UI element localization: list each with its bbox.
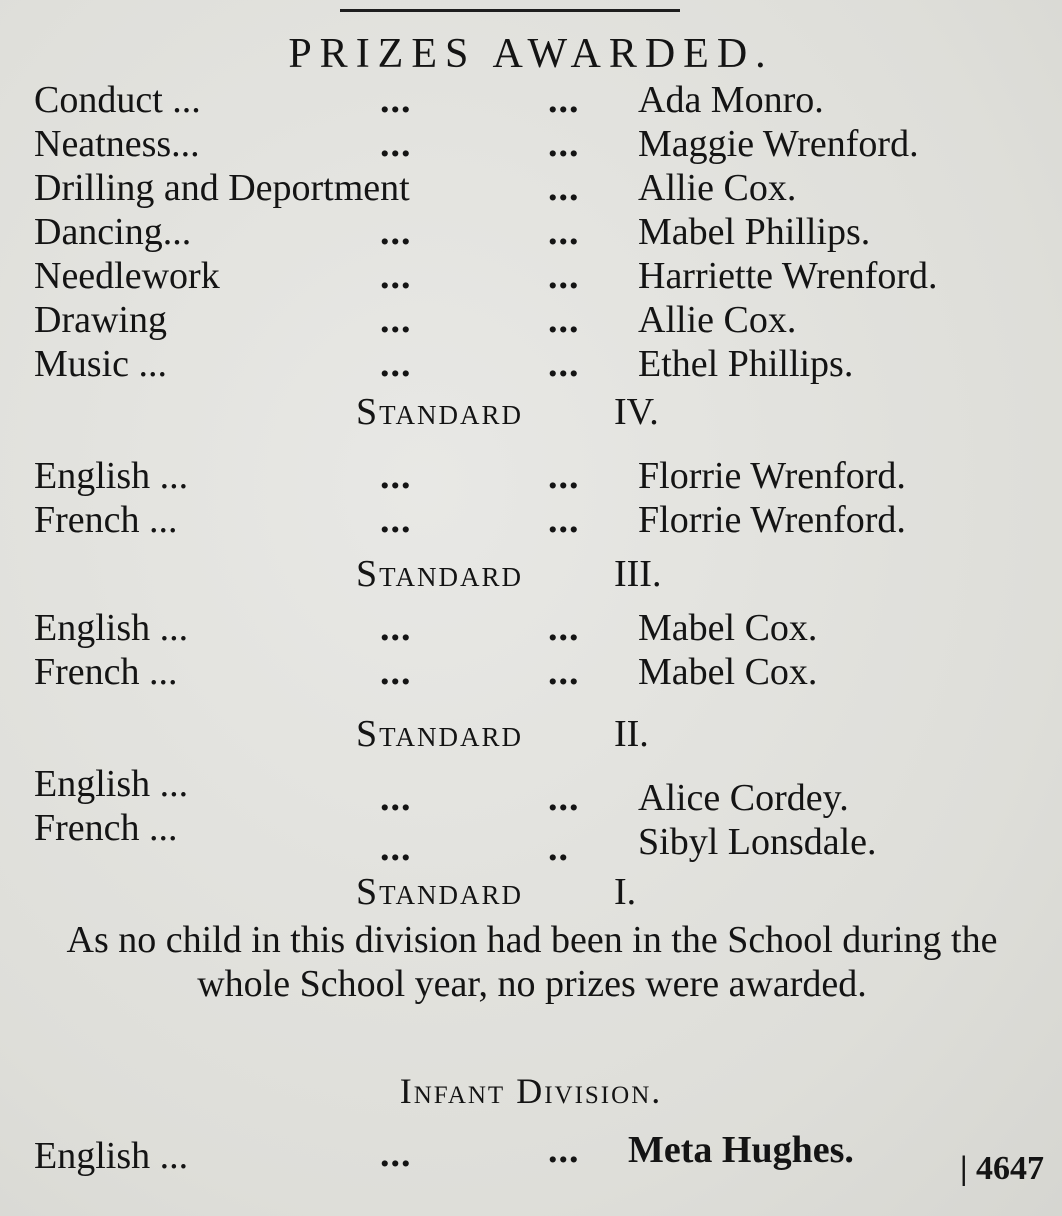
leader-dots: ... (548, 79, 580, 121)
prize-subject: French ... (34, 807, 178, 849)
leader-dots: ... (548, 211, 580, 253)
prize-row (0, 342, 1062, 386)
prize-row (0, 806, 1062, 869)
standard-i-heading (0, 870, 1062, 914)
leader-dots: ... (380, 211, 412, 253)
leader-dots: ... (380, 255, 412, 297)
leader-dots: ... (380, 827, 412, 869)
leader-dots: ... (380, 777, 412, 819)
prize-subject: English ... (34, 455, 189, 497)
prize-subject: Drilling and Deportment (34, 167, 410, 209)
prize-row (0, 606, 1062, 650)
prize-row (0, 254, 1062, 298)
leader-dots: ... (548, 777, 580, 819)
prize-winner: Florrie Wrenford. (638, 499, 906, 541)
leader-dots: ... (380, 499, 412, 541)
prize-winner: Ethel Phillips. (638, 343, 854, 385)
standard-number: I. (614, 871, 637, 913)
prize-subject: Neatness... (34, 123, 200, 165)
prize-row (0, 210, 1062, 254)
infant-division-heading: Infant Division. (399, 1071, 663, 1111)
leader-dots: ... (548, 123, 580, 165)
page-title: PRIZES AWARDED. (288, 31, 774, 77)
prize-row (0, 122, 1062, 166)
prize-winner: Sibyl Lonsdale. (638, 821, 877, 863)
page-number: | 4647 (960, 1150, 1044, 1187)
prize-row (0, 166, 1062, 210)
standard-number: II. (614, 713, 649, 755)
leader-dots: ... (548, 299, 580, 341)
leader-dots: ... (548, 499, 580, 541)
prize-winner: Maggie Wrenford. (638, 123, 919, 165)
prize-subject: French ... (34, 651, 178, 693)
prize-winner: Mabel Cox. (638, 607, 818, 649)
prize-winner: Harriette Wrenford. (638, 255, 938, 297)
leader-dots: .. (548, 827, 569, 869)
standard-i-note: As no child in this division had been in the School during the whole School year, no prizes were awarded. (66, 919, 998, 1005)
leader-dots: ... (380, 123, 412, 165)
leader-dots: ... (548, 343, 580, 385)
prize-winner: Allie Cox. (638, 167, 797, 209)
leader-dots: ... (380, 79, 412, 121)
prize-subject: Conduct ... (34, 79, 201, 121)
standard-number: IV. (614, 391, 659, 433)
prize-winner: Ada Monro. (638, 79, 824, 121)
prize-row (0, 762, 1062, 819)
leader-dots: ... (548, 1129, 580, 1171)
prize-winner: Meta Hughes. (628, 1129, 854, 1171)
prize-row (0, 298, 1062, 342)
standard-iii-heading (0, 552, 1062, 596)
standard-ii-heading (0, 712, 1062, 756)
prize-winner: Mabel Cox. (638, 651, 818, 693)
prize-row (0, 454, 1062, 498)
prize-subject: French ... (34, 499, 178, 541)
standard-label: Standard (356, 871, 523, 913)
standard-number: III. (614, 553, 662, 595)
prize-subject: English ... (34, 763, 189, 805)
leader-dots: ... (380, 651, 412, 693)
top-rule (340, 9, 680, 12)
standard-label: Standard (356, 553, 523, 595)
leader-dots: ... (548, 167, 580, 209)
standard-iv-heading (0, 390, 1062, 434)
prize-subject: English ... (34, 1135, 189, 1177)
leader-dots: ... (380, 607, 412, 649)
prize-subject: Drawing (34, 299, 167, 341)
prize-subject: English ... (34, 607, 189, 649)
prize-winner: Mabel Phillips. (638, 211, 871, 253)
prize-winner: Florrie Wrenford. (638, 455, 906, 497)
standard-label: Standard (356, 713, 523, 755)
prize-subject: Needlework (34, 255, 220, 297)
leader-dots: ... (548, 607, 580, 649)
leader-dots: ... (548, 455, 580, 497)
leader-dots: ... (380, 1133, 412, 1175)
prize-row (0, 78, 1062, 122)
leader-dots: ... (380, 343, 412, 385)
prize-subject: Dancing... (34, 211, 192, 253)
prize-winner: Allie Cox. (638, 299, 797, 341)
leader-dots: ... (380, 455, 412, 497)
prize-row (0, 498, 1062, 542)
prize-winner: Alice Cordey. (638, 777, 849, 819)
standard-label: Standard (356, 391, 523, 433)
prize-row (0, 650, 1062, 694)
leader-dots: ... (548, 651, 580, 693)
prize-row (0, 1128, 1062, 1177)
leader-dots: ... (548, 255, 580, 297)
prize-subject: Music ... (34, 343, 167, 385)
leader-dots: ... (380, 299, 412, 341)
